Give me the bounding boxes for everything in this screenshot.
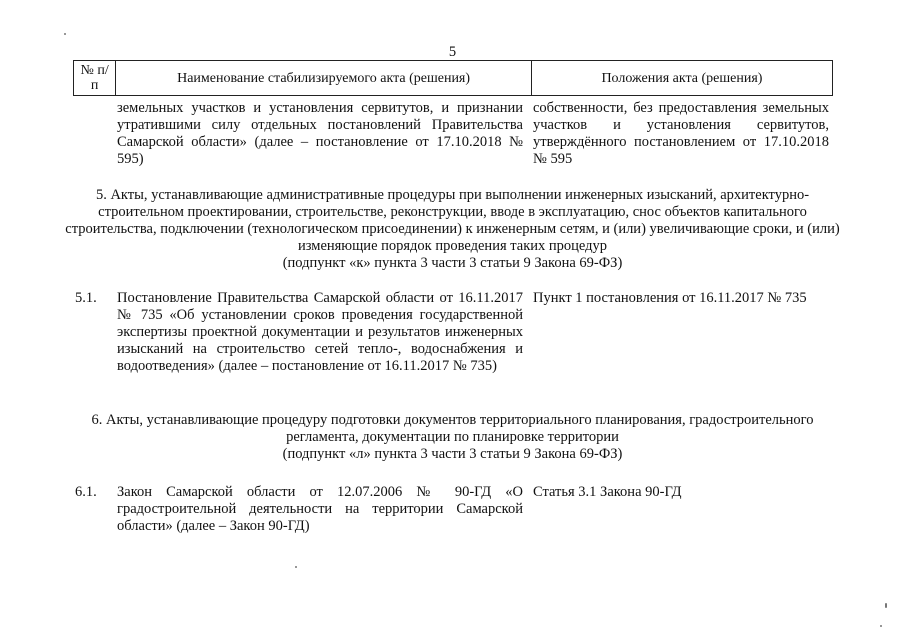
section-6-heading bbox=[60, 412, 845, 463]
row-name-cell: Постановление Правительства Самарской области от 16.11.2017 № 735 «Об установлении сроков проведения государственной экспертизы проектной документации и результатов инженерных изысканий на строительство сетей тепло-, водоснабжения и водоотведения» (далее – постановление от 16.11.2017 № 735) bbox=[117, 290, 523, 374]
section-5-subtitle: (подпункт «к» пункта 3 части 3 статьи 9 Закона 69-ФЗ) bbox=[282, 255, 623, 271]
row-name-cell: Закон Самарской области от 12.07.2006 № 90-ГД «О градостроительной деятельности на территории Самарской области» (далее – Закон 90-ГД) bbox=[117, 484, 523, 534]
row-name-cell: земельных участков и установления сервитутов, и признании утратившими силу отдельных постановлений Правительства Самарской области» (далее – постановление от 17.10.2018 № 595) bbox=[117, 100, 523, 167]
section-6-subtitle: (подпункт «л» пункта 3 части 3 статьи 9 Закона 69-ФЗ) bbox=[282, 446, 623, 462]
section-5-heading bbox=[60, 187, 845, 272]
header-name-cell: Наименование стабилизируемого акта (решения) bbox=[116, 61, 532, 96]
row-number: 5.1. bbox=[75, 290, 97, 306]
row-number: 6.1. bbox=[75, 484, 97, 500]
scan-speck bbox=[295, 566, 297, 568]
table-header bbox=[73, 60, 833, 96]
row-position-cell: собственности, без предоставления земельных участков и установления сервитутов, утверждённого постановлением от 17.10.2018 № 595 bbox=[533, 100, 829, 167]
section-6-title: 6. Акты, устанавливающие процедуру подготовки документов территориального планирования, градостроительного регламента, документации по планировке территории bbox=[91, 412, 814, 445]
page-number: 5 bbox=[448, 44, 457, 60]
header-num-cell: № п/п bbox=[74, 61, 116, 96]
section-5-title: 5. Акты, устанавливающие административные процедуры при выполнении инженерных изысканий, архитектурно-строительном проектировании, строительстве, реконструкции, вводе в эксплуатацию, снос объектов капитального строительства, подключении (технологическом присоединении) к инженерным сетям, и (или) увеличивающие сроки, и (или) изменяющие порядок проведения таких процедур bbox=[65, 187, 840, 254]
scan-speck bbox=[64, 33, 66, 35]
header-position-cell: Положения акта (решения) bbox=[531, 61, 832, 96]
scan-speck bbox=[885, 603, 887, 608]
row-position-cell: Пункт 1 постановления от 16.11.2017 № 735 bbox=[533, 290, 807, 306]
row-position-cell: Статья 3.1 Закона 90-ГД bbox=[533, 484, 682, 500]
scan-speck bbox=[880, 625, 882, 627]
